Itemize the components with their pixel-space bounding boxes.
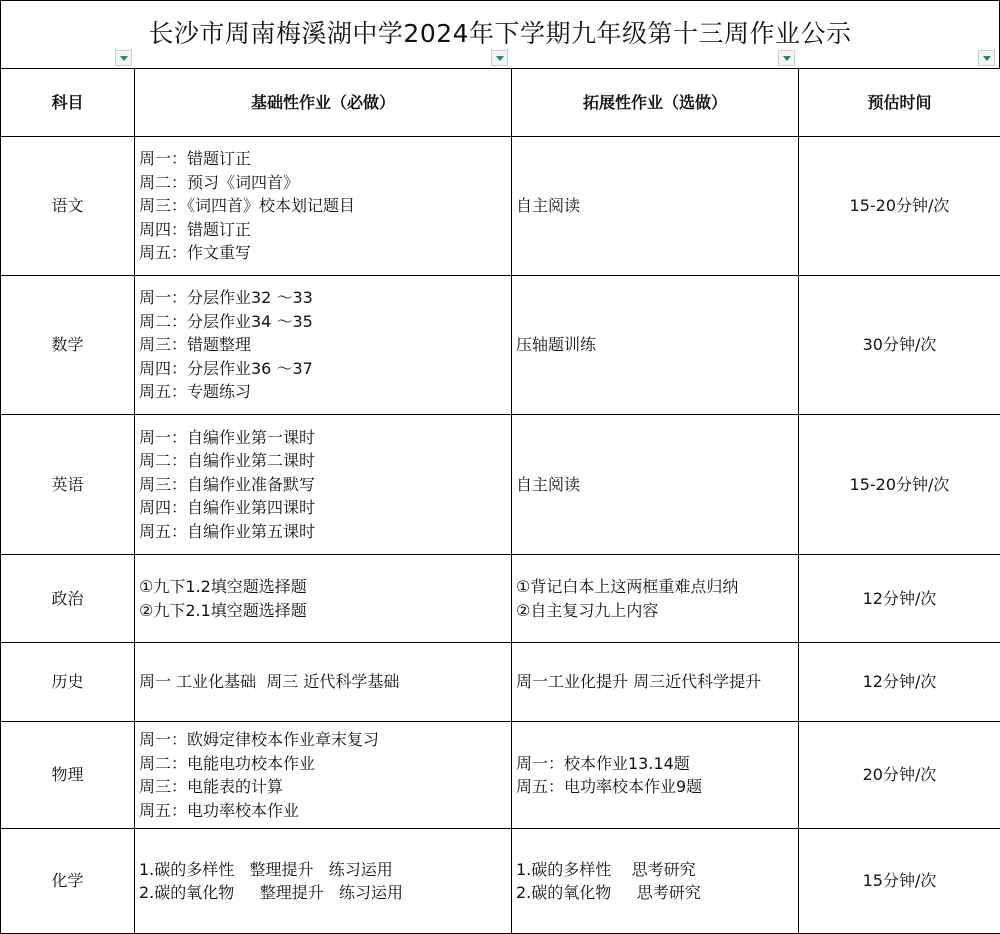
extended-homework-cell[interactable] [512,276,799,415]
filter-dropdown-button[interactable] [115,50,132,66]
basic-homework-cell[interactable] [135,276,512,415]
homework-line: 周二：电能电功校本作业 [139,752,511,776]
extended-homework-cell[interactable] [512,829,799,934]
estimated-time-cell[interactable]: 12分钟/次 [799,555,1000,643]
filter-triangle-icon [496,56,504,61]
homework-line: ①背记白本上这两框重难点归纳 [516,575,798,599]
header-estimated-time[interactable]: 预估时间 [799,69,1000,137]
homework-line: 周五：专题练习 [139,380,511,404]
filter-dropdown-button[interactable] [778,50,795,66]
basic-homework-cell[interactable] [135,555,512,643]
filter-dropdown-button[interactable] [491,50,508,66]
filter-triangle-icon [120,56,128,61]
homework-line: 周一：错题订正 [139,147,511,171]
homework-line: 周一 工业化基础 周三 近代科学基础 [139,670,511,694]
table-row [1,555,1000,643]
subject-cell[interactable]: 数学 [1,276,135,415]
homework-line: 自主阅读 [516,194,798,218]
extended-homework-cell[interactable] [512,415,799,555]
estimated-time-cell[interactable]: 20分钟/次 [799,722,1000,829]
homework-line: 周三：《词四首》校本划记题目 [139,194,511,218]
homework-line: 周三：电能表的计算 [139,775,511,799]
subject-cell[interactable]: 化学 [1,829,135,934]
estimated-time-cell[interactable]: 15分钟/次 [799,829,1000,934]
homework-line: 1.碳的多样性 整理提升 练习运用 [139,858,511,882]
header-row [1,69,1000,137]
homework-line: 压轴题训练 [516,333,798,357]
header-extended-homework[interactable]: 拓展性作业（选做） [512,69,799,137]
homework-line: 周四：自编作业第四课时 [139,496,511,520]
homework-line: 周二：分层作业34 ～35 [139,310,511,334]
homework-line: ②九下2.1填空题选择题 [139,599,511,623]
basic-homework-cell[interactable] [135,137,512,276]
basic-homework-cell[interactable] [135,643,512,722]
homework-table [0,68,1000,934]
estimated-time-cell[interactable]: 30分钟/次 [799,276,1000,415]
extended-homework-cell[interactable] [512,555,799,643]
estimated-time-cell[interactable]: 12分钟/次 [799,643,1000,722]
table-row [1,137,1000,276]
table-row [1,829,1000,934]
homework-line: 1.碳的多样性 思考研究 [516,858,798,882]
homework-line: 周三：错题整理 [139,333,511,357]
header-subject[interactable]: 科目 [1,69,135,137]
basic-homework-cell[interactable] [135,722,512,829]
homework-line: 周一：自编作业第一课时 [139,426,511,450]
filter-triangle-icon [783,56,791,61]
table-row [1,722,1000,829]
homework-line: 周一工业化提升 周三近代科学提升 [516,670,798,694]
homework-line: ②自主复习九上内容 [516,599,798,623]
homework-line: 2.碳的氧化物 整理提升 练习运用 [139,881,511,905]
extended-homework-cell[interactable] [512,137,799,276]
homework-line: 自主阅读 [516,473,798,497]
homework-line: 周二：预习《词四首》 [139,171,511,195]
filter-dropdown-button[interactable] [978,50,995,66]
table-row [1,415,1000,555]
basic-homework-cell[interactable] [135,829,512,934]
homework-line: 周五：作文重写 [139,241,511,265]
extended-homework-cell[interactable] [512,643,799,722]
estimated-time-cell[interactable]: 15-20分钟/次 [799,137,1000,276]
homework-line: 周一：分层作业32 ～33 [139,286,511,310]
extended-homework-cell[interactable] [512,722,799,829]
homework-line: 周一：欧姆定律校本作业章末复习 [139,728,511,752]
table-row [1,643,1000,722]
subject-cell[interactable]: 政治 [1,555,135,643]
homework-line: 周一：校本作业13.14题 [516,752,798,776]
homework-line: 周五：自编作业第五课时 [139,520,511,544]
page-title: 长沙市周南梅溪湖中学2024年下学期九年级第十三周作业公示 [148,14,851,50]
filter-triangle-icon [983,56,991,61]
homework-line: 周四：分层作业36 ～37 [139,357,511,381]
subject-cell[interactable]: 物理 [1,722,135,829]
homework-line: 周四：错题订正 [139,218,511,242]
subject-cell[interactable]: 英语 [1,415,135,555]
homework-line: 2.碳的氧化物 思考研究 [516,881,798,905]
header-basic-homework[interactable]: 基础性作业（必做） [135,69,512,137]
homework-line: 周五：电功率校本作业 [139,799,511,823]
estimated-time-cell[interactable]: 15-20分钟/次 [799,415,1000,555]
homework-line: 周三：自编作业准备默写 [139,473,511,497]
homework-line: 周五：电功率校本作业9题 [516,775,798,799]
basic-homework-cell[interactable] [135,415,512,555]
homework-line: ①九下1.2填空题选择题 [139,575,511,599]
table-row [1,276,1000,415]
homework-line: 周二：自编作业第二课时 [139,449,511,473]
subject-cell[interactable]: 语文 [1,137,135,276]
subject-cell[interactable]: 历史 [1,643,135,722]
